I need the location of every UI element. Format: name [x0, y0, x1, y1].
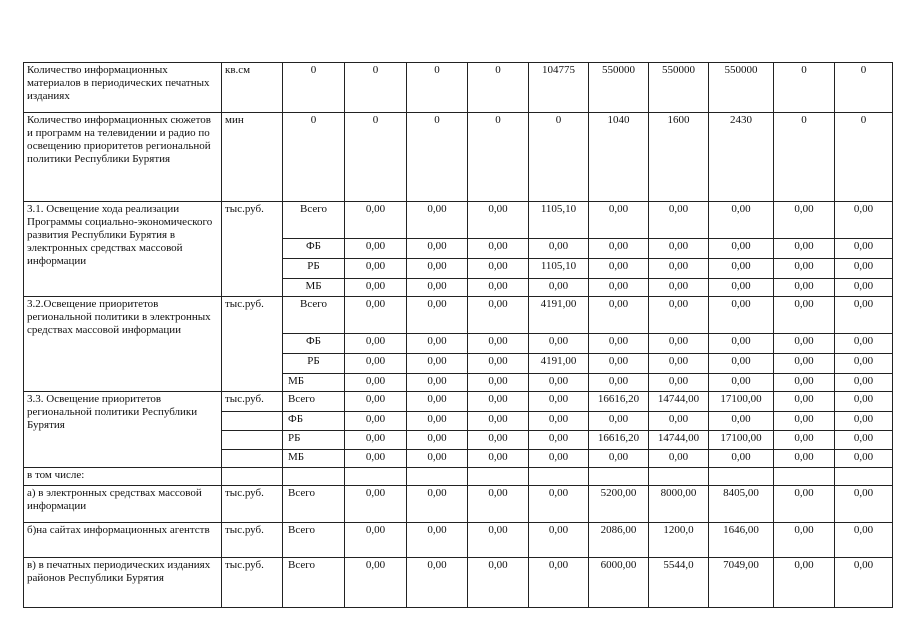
sub-item-value: 5544,0	[649, 558, 709, 608]
sub-item-value: 0,00	[835, 523, 893, 558]
group-value: 0,00	[345, 334, 407, 354]
sub-item-value: 0,00	[835, 558, 893, 608]
group-value: 0,00	[468, 374, 529, 392]
group-value: 0,00	[774, 239, 835, 259]
group-value: 0,00	[529, 392, 589, 412]
group-value: 0,00	[589, 374, 649, 392]
indicator-value: 0	[407, 63, 468, 113]
sub-item-value: 0,00	[345, 523, 407, 558]
including-row	[24, 468, 893, 486]
group-value: 0,00	[774, 412, 835, 431]
group-value: 0,00	[589, 239, 649, 259]
indicator-value: 104775	[529, 63, 589, 113]
empty-cell	[709, 468, 774, 486]
group-row	[24, 297, 893, 334]
group-value: 0,00	[529, 431, 589, 450]
group-value: 0,00	[649, 450, 709, 468]
group-value: 0,00	[649, 374, 709, 392]
sub-item-value: 0,00	[407, 523, 468, 558]
group-value: 0,00	[407, 450, 468, 468]
group-value: 0,00	[345, 279, 407, 297]
indicator-value: 0	[774, 113, 835, 202]
group-value: 0,00	[589, 450, 649, 468]
group-value: 0,00	[649, 239, 709, 259]
group-value: 0,00	[589, 259, 649, 279]
group-value: 0,00	[407, 412, 468, 431]
group-value: 0,00	[835, 334, 893, 354]
group-value: 0,00	[774, 374, 835, 392]
group-value: 0,00	[835, 354, 893, 374]
including-label: в том числе:	[24, 468, 222, 486]
group-value: 0,00	[468, 392, 529, 412]
group-name: 3.3. Освещение приоритетов региональной политики Республики Бурятия	[24, 392, 222, 468]
indicator-value: 550000	[709, 63, 774, 113]
group-value: 0,00	[589, 354, 649, 374]
indicator-value: 550000	[649, 63, 709, 113]
indicator-value: 0	[529, 113, 589, 202]
sub-item-value: 5200,00	[589, 486, 649, 523]
sub-item-value: 8405,00	[709, 486, 774, 523]
sub-item-value: 0,00	[407, 486, 468, 523]
sub-item-value: 0,00	[529, 558, 589, 608]
group-value: 0,00	[345, 239, 407, 259]
group-value: 0,00	[345, 259, 407, 279]
indicator-value: 0	[407, 113, 468, 202]
group-value: 0,00	[649, 412, 709, 431]
group-unit-empty	[222, 431, 283, 450]
indicator-value: 0	[468, 63, 529, 113]
sub-item-value: 0,00	[407, 558, 468, 608]
group-value: 0,00	[835, 392, 893, 412]
group-value: 0,00	[835, 239, 893, 259]
group-value: 0,00	[407, 431, 468, 450]
group-value: 0,00	[835, 412, 893, 431]
group-value: 0,00	[529, 239, 589, 259]
group-value: 1105,10	[529, 202, 589, 239]
group-value: 0,00	[649, 334, 709, 354]
source-label: Всего	[283, 297, 345, 334]
group-value: 0,00	[774, 297, 835, 334]
sub-item-value: 0,00	[345, 486, 407, 523]
empty-cell	[407, 468, 468, 486]
group-value: 0,00	[529, 374, 589, 392]
sub-item-value: 7049,00	[709, 558, 774, 608]
sub-item-value: 2086,00	[589, 523, 649, 558]
indicator-value: 1040	[589, 113, 649, 202]
empty-cell	[835, 468, 893, 486]
sub-item-unit: тыс.руб.	[222, 486, 283, 523]
group-unit: тыс.руб.	[222, 202, 283, 297]
indicator-value: 1600	[649, 113, 709, 202]
source-label: Всего	[283, 558, 345, 608]
group-value: 0,00	[345, 374, 407, 392]
indicator-row	[24, 63, 893, 113]
indicator-value: 550000	[589, 63, 649, 113]
sub-item-value: 0,00	[468, 486, 529, 523]
indicator-unit: мин	[222, 113, 283, 202]
group-value: 0,00	[345, 392, 407, 412]
group-value: 17100,00	[709, 392, 774, 412]
indicator-value: 0	[283, 63, 345, 113]
group-value: 0,00	[345, 354, 407, 374]
source-label: Всего	[283, 202, 345, 239]
sub-item-value: 0,00	[468, 558, 529, 608]
empty-cell	[774, 468, 835, 486]
group-value: 0,00	[468, 259, 529, 279]
group-value: 0,00	[774, 202, 835, 239]
empty-cell	[589, 468, 649, 486]
group-value: 0,00	[709, 202, 774, 239]
group-value: 4191,00	[529, 297, 589, 334]
source-label: МБ	[283, 450, 345, 468]
group-value: 0,00	[709, 279, 774, 297]
group-value: 0,00	[835, 374, 893, 392]
group-value: 0,00	[835, 297, 893, 334]
sub-item-value: 0,00	[345, 558, 407, 608]
source-label: ФБ	[283, 334, 345, 354]
indicator-unit: кв.см	[222, 63, 283, 113]
indicator-value: 0	[468, 113, 529, 202]
group-value: 0,00	[709, 354, 774, 374]
group-value: 0,00	[589, 202, 649, 239]
group-value: 0,00	[529, 450, 589, 468]
group-value: 0,00	[468, 239, 529, 259]
sub-item-name: б)на сайтах информационных агентств	[24, 523, 222, 558]
group-value: 0,00	[835, 202, 893, 239]
source-label: ФБ	[283, 239, 345, 259]
group-unit: тыс.руб.	[222, 297, 283, 392]
group-value: 0,00	[529, 334, 589, 354]
group-value: 0,00	[345, 412, 407, 431]
group-value: 0,00	[589, 279, 649, 297]
sub-item-value: 0,00	[835, 486, 893, 523]
group-value: 14744,00	[649, 431, 709, 450]
source-label: РБ	[283, 431, 345, 450]
sub-item-unit: тыс.руб.	[222, 523, 283, 558]
group-value: 0,00	[345, 431, 407, 450]
sub-item-unit: тыс.руб.	[222, 558, 283, 608]
sub-item-row	[24, 486, 893, 523]
group-value: 0,00	[468, 412, 529, 431]
group-value: 0,00	[709, 450, 774, 468]
sub-item-value: 0,00	[468, 523, 529, 558]
group-value: 0,00	[835, 431, 893, 450]
group-value: 0,00	[529, 412, 589, 431]
group-value: 0,00	[407, 374, 468, 392]
sub-item-row	[24, 558, 893, 608]
source-label: МБ	[283, 279, 345, 297]
group-value: 0,00	[468, 297, 529, 334]
group-value: 16616,20	[589, 392, 649, 412]
budget-table	[23, 62, 893, 608]
group-value: 0,00	[709, 334, 774, 354]
sub-item-name: а) в электронных средствах массовой информации	[24, 486, 222, 523]
group-value: 0,00	[774, 259, 835, 279]
group-value: 0,00	[774, 450, 835, 468]
group-value: 0,00	[468, 431, 529, 450]
group-value: 0,00	[589, 334, 649, 354]
group-value: 0,00	[468, 354, 529, 374]
group-unit-empty	[222, 412, 283, 431]
sub-item-value: 6000,00	[589, 558, 649, 608]
source-label: Всего	[283, 523, 345, 558]
group-value: 0,00	[709, 239, 774, 259]
group-value: 0,00	[649, 279, 709, 297]
indicator-row	[24, 113, 893, 202]
sub-item-row	[24, 523, 893, 558]
group-value: 0,00	[709, 297, 774, 334]
group-value: 0,00	[709, 259, 774, 279]
group-value: 0,00	[649, 297, 709, 334]
table-body	[24, 63, 893, 608]
indicator-name: Количество информационных материалов в периодических печатных изданиях	[24, 63, 222, 113]
group-value: 0,00	[407, 354, 468, 374]
group-value: 1105,10	[529, 259, 589, 279]
group-value: 0,00	[774, 334, 835, 354]
indicator-value: 0	[835, 63, 893, 113]
group-value: 0,00	[345, 450, 407, 468]
indicator-name: Количество информационных сюжетов и программ на телевидении и радио по освещению приоритетов региональной политики Республики Бурятия	[24, 113, 222, 202]
group-value: 4191,00	[529, 354, 589, 374]
sub-item-value: 0,00	[529, 486, 589, 523]
group-value: 14744,00	[649, 392, 709, 412]
group-value: 0,00	[835, 450, 893, 468]
group-value: 0,00	[407, 279, 468, 297]
group-value: 0,00	[589, 412, 649, 431]
indicator-value: 0	[283, 113, 345, 202]
group-value: 0,00	[835, 279, 893, 297]
indicator-value: 0	[345, 113, 407, 202]
group-value: 0,00	[835, 259, 893, 279]
group-value: 0,00	[407, 239, 468, 259]
sub-item-value: 0,00	[774, 558, 835, 608]
group-value: 0,00	[407, 334, 468, 354]
indicator-value: 0	[774, 63, 835, 113]
empty-cell	[529, 468, 589, 486]
group-value: 0,00	[774, 279, 835, 297]
source-label: РБ	[283, 354, 345, 374]
empty-cell	[468, 468, 529, 486]
group-value: 0,00	[468, 450, 529, 468]
group-value: 0,00	[709, 374, 774, 392]
sub-item-value: 0,00	[774, 486, 835, 523]
group-name: 3.1. Освещение хода реализации Программы социально-экономического развития Республики Бурятия в электронных средствах массовой информации	[24, 202, 222, 297]
empty-cell	[222, 468, 283, 486]
indicator-value: 2430	[709, 113, 774, 202]
sub-item-value: 0,00	[529, 523, 589, 558]
indicator-value: 0	[345, 63, 407, 113]
group-value: 0,00	[345, 297, 407, 334]
group-value: 0,00	[407, 259, 468, 279]
indicator-value: 0	[835, 113, 893, 202]
group-value: 0,00	[407, 392, 468, 412]
group-value: 0,00	[345, 202, 407, 239]
group-unit-empty	[222, 450, 283, 468]
group-row	[24, 392, 893, 412]
group-value: 0,00	[774, 354, 835, 374]
group-value: 0,00	[774, 392, 835, 412]
group-value: 0,00	[589, 297, 649, 334]
group-unit: тыс.руб.	[222, 392, 283, 412]
group-value: 0,00	[468, 279, 529, 297]
group-value: 0,00	[468, 202, 529, 239]
group-value: 0,00	[649, 259, 709, 279]
group-row	[24, 202, 893, 239]
source-label: ФБ	[283, 412, 345, 431]
sub-item-value: 1646,00	[709, 523, 774, 558]
sub-item-name: в) в печатных периодических изданиях районов Республики Бурятия	[24, 558, 222, 608]
source-label: Всего	[283, 486, 345, 523]
group-value: 0,00	[468, 334, 529, 354]
source-label: РБ	[283, 259, 345, 279]
group-value: 0,00	[709, 412, 774, 431]
group-value: 0,00	[529, 279, 589, 297]
sub-item-value: 8000,00	[649, 486, 709, 523]
group-value: 0,00	[407, 202, 468, 239]
group-value: 0,00	[407, 297, 468, 334]
group-value: 16616,20	[589, 431, 649, 450]
group-value: 17100,00	[709, 431, 774, 450]
empty-cell	[345, 468, 407, 486]
group-value: 0,00	[649, 354, 709, 374]
empty-cell	[649, 468, 709, 486]
sub-item-value: 1200,0	[649, 523, 709, 558]
source-label: МБ	[283, 374, 345, 392]
group-value: 0,00	[649, 202, 709, 239]
group-value: 0,00	[774, 431, 835, 450]
source-label: Всего	[283, 392, 345, 412]
empty-cell	[283, 468, 345, 486]
sub-item-value: 0,00	[774, 523, 835, 558]
group-name: 3.2.Освещение приоритетов региональной политики в электронных средствах массовой информации	[24, 297, 222, 392]
